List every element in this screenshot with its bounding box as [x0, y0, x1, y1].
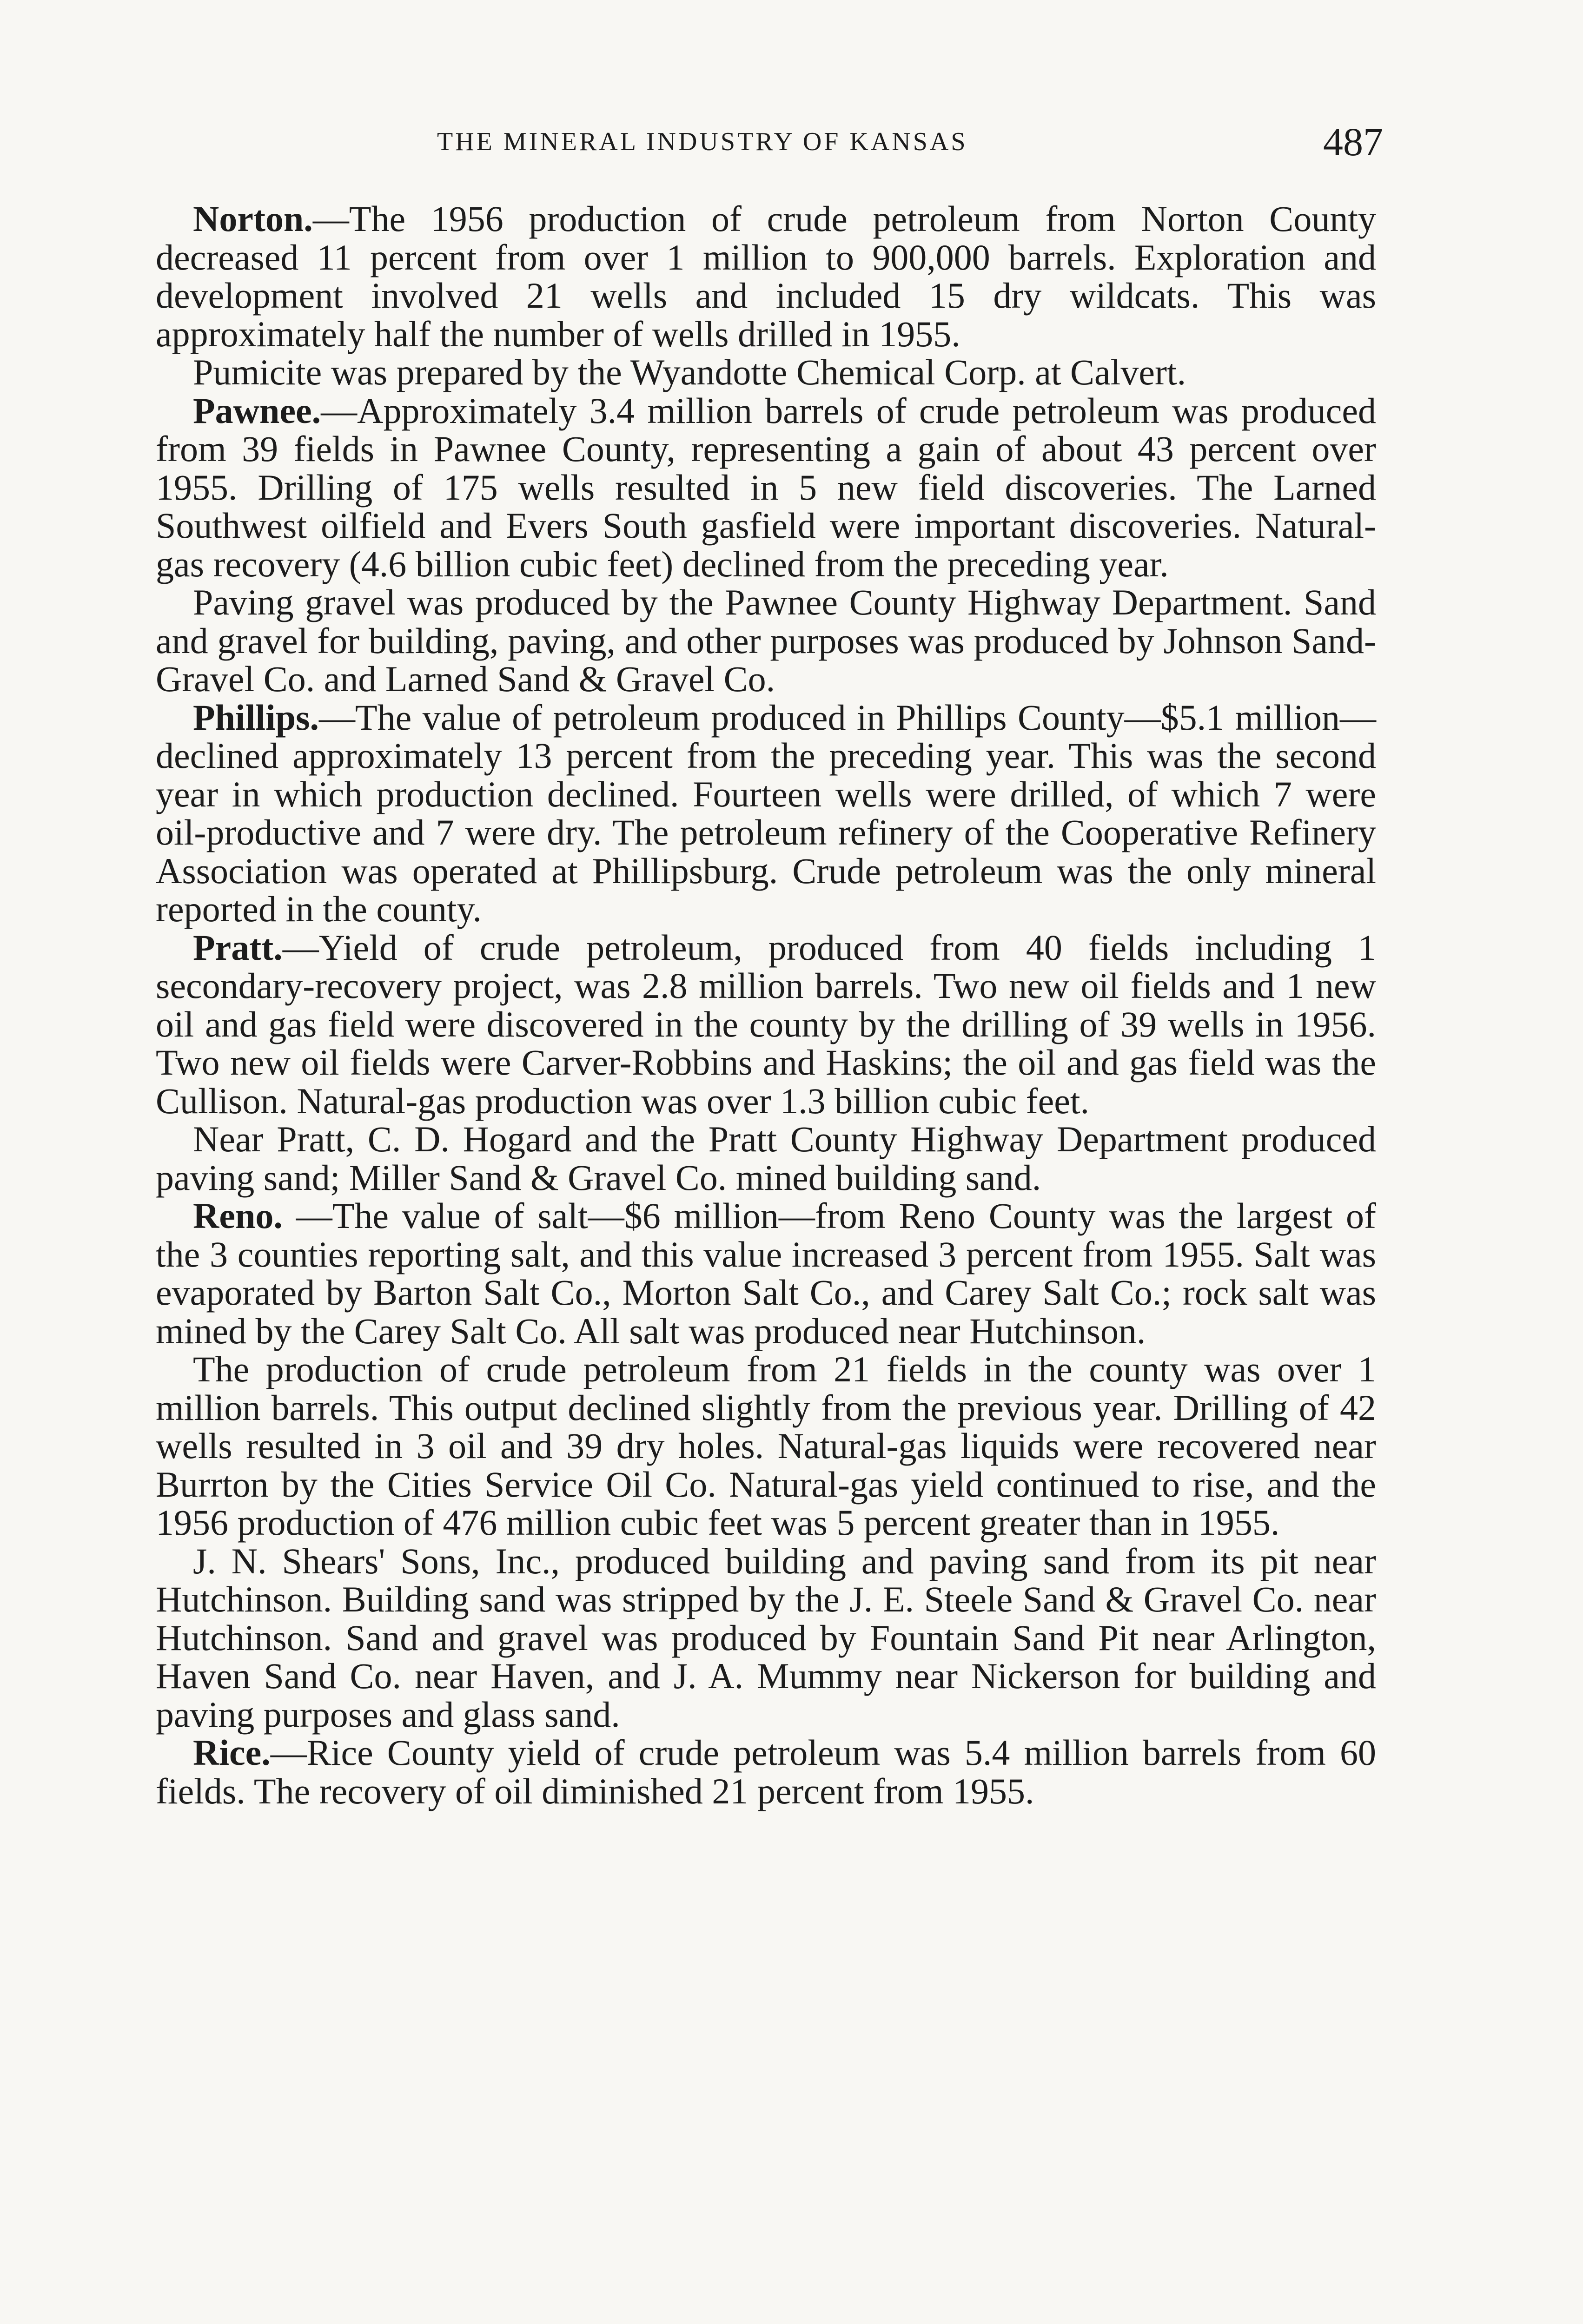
paragraph-norton-pumicite [156, 353, 1376, 392]
county-heading-rice: Rice. [193, 1732, 271, 1773]
paragraph-text: —The 1956 production of crude petroleum from Norton County decreased 11 percent from over 1 million to 900,000 barrels. Exploration and development involved 21 wells and included 15 dry wildcats. This was approximately half the number of wells drilled in 1955. [156, 198, 1376, 354]
paragraph-text: J. N. Shears' Sons, Inc., produced building and paving sand from its pit near Hutchinson. Building sand was stripped by the J. E. Steele Sand & Gravel Co. near Hutchinson. Sand and gravel was produced by Fountain Sand Pit near Arlington, Haven Sand Co. near Haven, and J. A. Mummy near Nickerson for building and paving purposes and glass sand. [156, 1540, 1376, 1735]
paragraph-pawnee-gravel [156, 583, 1376, 699]
paragraph-reno-sand [156, 1542, 1376, 1734]
paragraph-reno-petroleum [156, 1350, 1376, 1542]
running-header [158, 119, 1383, 170]
paragraph-pratt-sand [156, 1120, 1376, 1197]
county-heading-pawnee: Pawnee. [193, 390, 321, 431]
paragraph-rice [156, 1734, 1376, 1810]
paragraph-text: —The value of petroleum produced in Phillips County—$5.1 million—declined approximately 13 percent from the preceding year. This was the second year in which production declined. Fourteen wells were drilled, of which 7 were oil-productive and 7 were dry. The petroleum refinery of the Cooperative Refinery Association was operated at Phillipsburg. Crude petroleum was the only mineral reported in the county. [156, 697, 1376, 929]
body-text [156, 200, 1376, 1810]
paragraph-text: Near Pratt, C. D. Hogard and the Pratt County Highway Department produced paving sand; Miller Sand & Gravel Co. mined building sand. [156, 1119, 1376, 1198]
paragraph-text: —Rice County yield of crude petroleum was 5.4 million barrels from 60 fields. The recovery of oil diminished 21 percent from 1955. [156, 1732, 1376, 1811]
paragraph-text: —The value of salt—$6 million—from Reno County was the largest of the 3 counties reporting salt, and this value increased 3 percent from 1955. Salt was evaporated by Barton Salt Co., Morton Salt Co., and Carey Salt Co.; rock salt was mined by the Carey Salt Co. All salt was produced near Hutchinson. [156, 1195, 1376, 1351]
paragraph-pawnee [156, 392, 1376, 584]
paragraph-text: —Approximately 3.4 million barrels of crude petroleum was produced from 39 fields in Pawnee County, representing a gain of about 43 percent over 1955. Drilling of 175 wells resulted in 5 new field discoveries. The Larned Southwest oilfield and Evers South gasfield were important discoveries. Natural-gas recovery (4.6 billion cubic feet) declined from the preceding year. [156, 390, 1376, 584]
paragraph-reno [156, 1197, 1376, 1350]
county-heading-norton: Norton. [193, 198, 313, 239]
page-number: 487 [1323, 119, 1383, 164]
county-heading-pratt: Pratt. [193, 927, 283, 968]
paragraph-phillips [156, 699, 1376, 929]
paragraph-norton [156, 200, 1376, 353]
paragraph-text: —Yield of crude petroleum, produced from 40 fields including 1 secondary-recovery project, was 2.8 million barrels. Two new oil fields and 1 new oil and gas field were discovered in the county by the drilling of 39 wells in 1956. Two new oil fields were Carver-Robbins and Haskins; the oil and gas field was the Cullison. Natural-gas production was over 1.3 billion cubic feet. [156, 927, 1376, 1121]
paragraph-text: The production of crude petroleum from 21 fields in the county was over 1 million barrels. This output declined slightly from the previous year. Drilling of 42 wells resulted in 3 oil and 39 dry holes. Natural-gas liquids were recovered near Burrton by the Cities Service Oil Co. Natural-gas yield continued to rise, and the 1956 production of 476 million cubic feet was 5 percent greater than in 1955. [156, 1349, 1376, 1543]
paragraph-pratt [156, 929, 1376, 1121]
running-title: THE MINERAL INDUSTRY OF KANSAS [437, 127, 968, 156]
county-heading-reno: Reno. [193, 1195, 283, 1236]
paragraph-text: Pumicite was prepared by the Wyandotte Chemical Corp. at Calvert. [193, 352, 1186, 392]
paragraph-text: Paving gravel was produced by the Pawnee County Highway Department. Sand and gravel for building, paving, and other purposes was produced by Johnson Sand-Gravel Co. and Larned Sand & Gravel Co. [156, 582, 1376, 699]
county-heading-phillips: Phillips. [193, 697, 319, 738]
